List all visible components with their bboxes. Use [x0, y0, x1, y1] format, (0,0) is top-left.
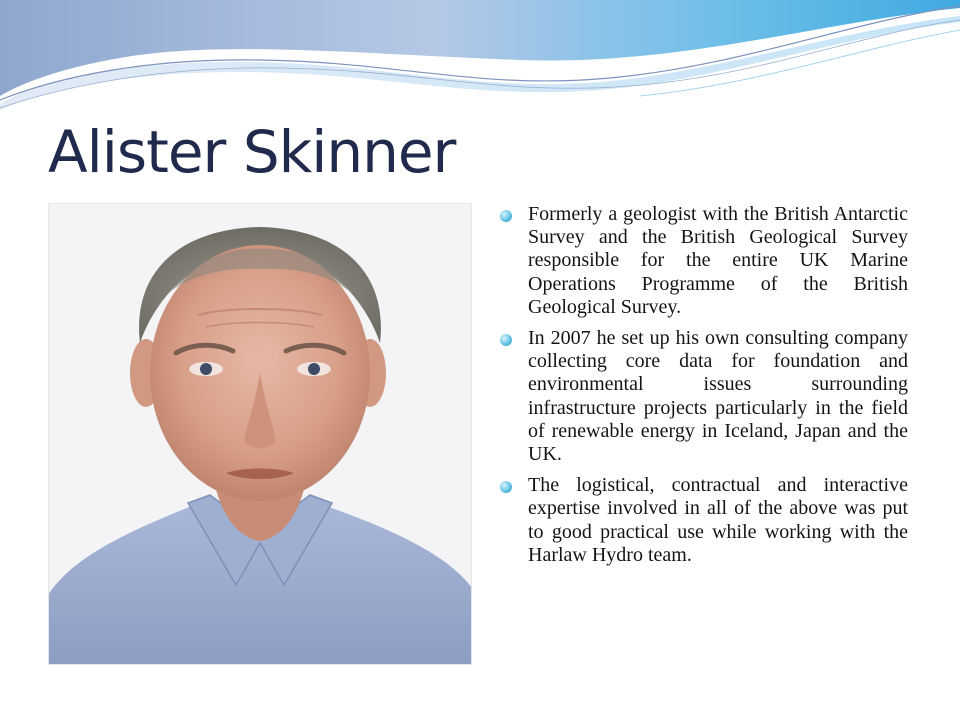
- bullet-dot-icon: [500, 210, 512, 222]
- bullet-item: [496, 474, 908, 567]
- bullet-item: [496, 203, 908, 319]
- bullet-dot-icon: [500, 481, 512, 493]
- bullet-text: In 2007 he set up his own consulting company collecting core data for foundation and environmental issues surrounding infrastructure projects particularly in the field of renewable energy in Iceland, Japan and the UK.: [528, 327, 908, 466]
- bullet-dot-icon: [500, 334, 512, 346]
- header-wave-decoration: [0, 0, 960, 120]
- bullet-text: The logistical, contractual and interactive expertise involved in all of the above was put to good practical use while working with the Harlaw Hydro team.: [528, 474, 908, 566]
- bullet-item: [496, 327, 908, 466]
- bullet-list: [496, 203, 908, 575]
- slide-title: Alister Skinner: [48, 118, 456, 186]
- bullet-text: Formerly a geologist with the British Antarctic Survey and the British Geological Survey responsible for the entire UK Marine Operations Programme of the British Geological Survey.: [528, 203, 908, 318]
- portrait-photo: [48, 203, 472, 665]
